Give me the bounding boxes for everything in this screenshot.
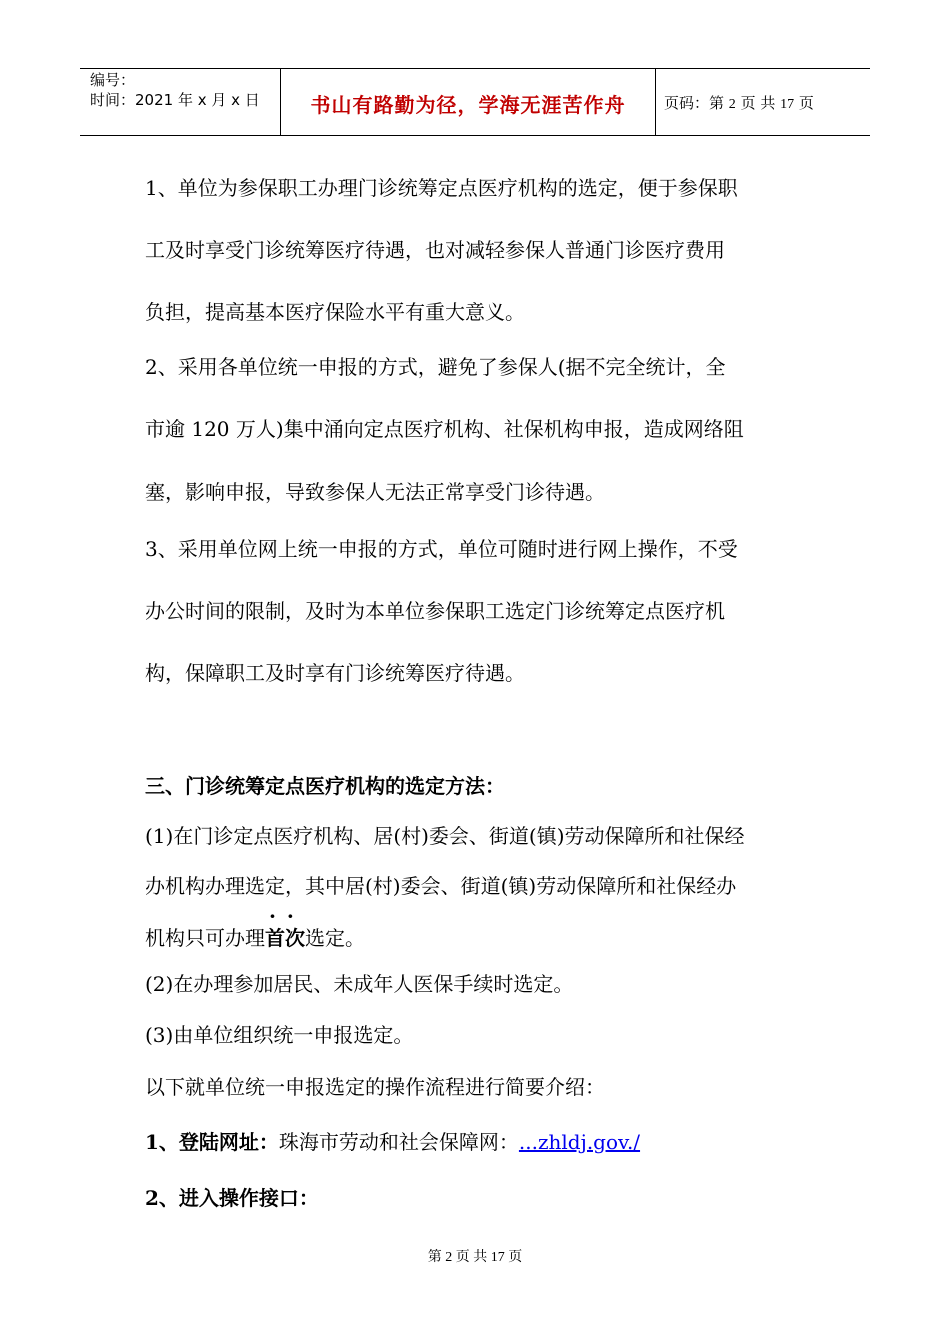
step-1 — [145, 1126, 640, 1155]
header-bottom-rule — [80, 135, 870, 136]
step-2-label: 2、进入操作接口： — [145, 1186, 319, 1210]
method-1-line-2: 办机构办理选定，其中居(村)委会、街道(镇)劳动保障所和社保经办 — [145, 874, 737, 898]
paragraph-line: 构，保障职工及时享有门诊统筹医疗待遇。 — [145, 661, 525, 685]
paragraph-line: 市逾 120 万人)集中涌向定点医疗机构、社保机构申报，造成网络阻 — [145, 417, 744, 441]
paragraph-line: 工及时享受门诊统筹医疗待遇，也对减轻参保人普通门诊医疗费用 — [145, 238, 725, 262]
step-1-label: 1、登陆网址： — [145, 1130, 279, 1154]
section-title: 三、门诊统筹定点医疗机构的选定方法： — [145, 774, 505, 798]
paragraph-line: 3、采用单位网上统一申报的方式，单位可随时进行网上操作，不受 — [145, 537, 738, 561]
method-1-text-post: 选定。 — [305, 926, 365, 950]
header-meta — [90, 70, 260, 110]
website-link[interactable]: ...zhldj.gov./ — [518, 1130, 641, 1154]
paragraph-line: 2、采用各单位统一申报的方式，避免了参保人(据不完全统计，全 — [145, 355, 726, 379]
method-3: (3)由单位组织统一申报选定。 — [145, 1023, 414, 1047]
paragraph-line: 负担，提高基本医疗保险水平有重大意义。 — [145, 300, 525, 324]
header-motto: 书山有路勤为径，学海无涯苦作舟 — [310, 93, 626, 117]
method-1-text-pre: 机构只可办理 — [145, 926, 265, 950]
paragraph-line: 办公时间的限制，及时为本单位参保职工选定门诊统筹定点医疗机 — [145, 599, 725, 623]
paragraph-line: 1、单位为参保职工办理门诊统筹定点医疗机构的选定，便于参保职 — [145, 176, 738, 200]
step-1-text: 珠海市劳动和社会保障网： — [278, 1130, 519, 1154]
intro-text: 以下就单位统一申报选定的操作流程进行简要介绍： — [145, 1075, 605, 1099]
paragraph-line: 塞，影响申报，导致参保人无法正常享受门诊待遇。 — [145, 480, 605, 504]
header-page-prefix: 页码：第 — [664, 94, 725, 112]
page-footer: 第 2 页 共 17 页 — [427, 1250, 523, 1265]
header-page-mid: 页 共 — [740, 94, 776, 112]
method-2: (2)在办理参加居民、未成年人医保手续时选定。 — [145, 972, 574, 996]
emphasis-text: · · 首次 — [265, 922, 305, 951]
header-page-number: 2 — [728, 97, 736, 112]
header-page-suffix: 页 — [798, 94, 814, 112]
method-1-line-1: (1)在门诊定点医疗机构、居(村)委会、街道(镇)劳动保障所和社保经 — [145, 824, 745, 848]
header-top-rule — [80, 68, 870, 69]
header-page-total: 17 — [780, 97, 795, 112]
header-page-info — [664, 92, 814, 113]
header-number-label: 编号： — [90, 71, 136, 89]
header-time-label: 时间：2021 年 x 月 x 日 — [90, 91, 260, 109]
method-1-line-3 — [145, 922, 365, 951]
